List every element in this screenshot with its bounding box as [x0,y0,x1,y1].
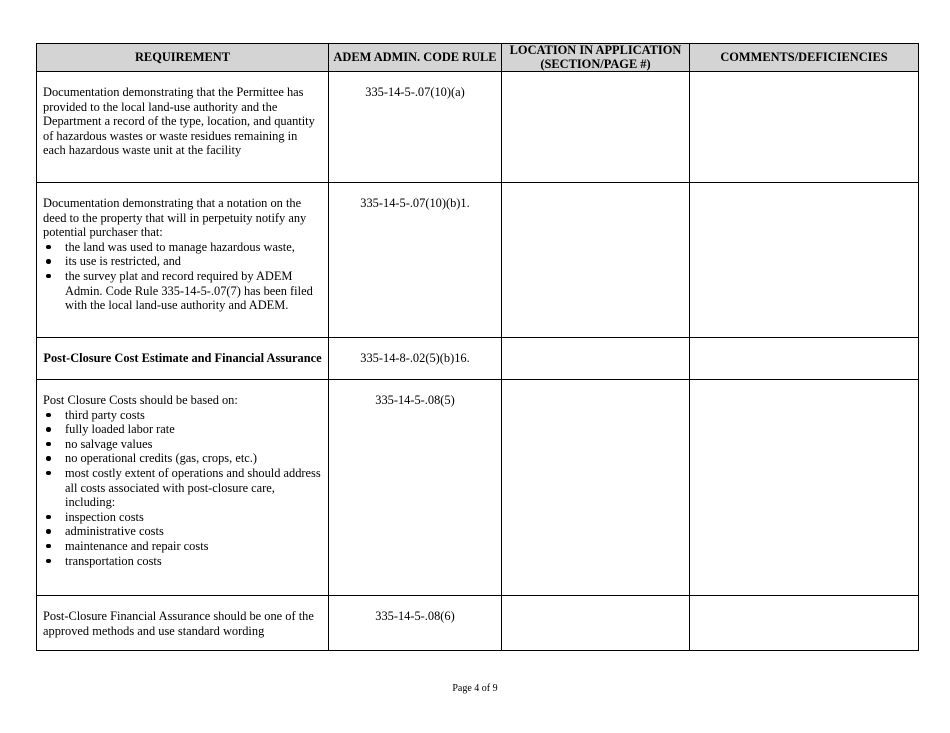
requirement-text: Documentation demonstrating that a notation on the deed to the property that will in perpetuity notify any potential purchaser that: [43,196,307,240]
requirement-cell [37,380,329,596]
location-cell [502,380,690,596]
rule-cell: 335-14-5-.07(10)(a) [329,72,502,183]
requirements-table [36,43,919,651]
header-location: LOCATION IN APPLICATION (SECTION/PAGE #) [502,44,690,72]
comments-cell [690,72,919,183]
comments-cell [690,338,919,380]
rule-cell: 335-14-8-.02(5)(b)16. [329,338,502,380]
bullet-item: the survey plat and record required by ADEM Admin. Code Rule 335-14-5-.07(7) has been filed with the local land-use authority and ADEM. [43,269,322,313]
comments-cell [690,596,919,651]
bullet-list [43,408,322,569]
header-comments: COMMENTS/DEFICIENCIES [690,44,919,72]
location-cell [502,596,690,651]
table-row [37,380,919,596]
bullet-item: fully loaded labor rate [43,422,322,437]
location-cell [502,183,690,338]
bullet-item: maintenance and repair costs [43,539,322,554]
comments-cell [690,380,919,596]
requirement-cell: Documentation demonstrating that the Permittee has provided to the local land-use authority and the Department a record of the type, location, and quantity of hazardous wastes or waste residues remaining in each hazardous waste unit at the facility [37,72,329,183]
header-row [37,44,919,72]
bullet-list [43,240,322,313]
requirement-cell [37,183,329,338]
rule-cell: 335-14-5-.08(6) [329,596,502,651]
bullet-item: inspection costs [43,510,322,525]
requirement-text: Post Closure Costs should be based on: [43,393,238,407]
table-row [37,338,919,380]
location-cell [502,72,690,183]
bullet-item: no operational credits (gas, crops, etc.) [43,451,322,466]
bullet-item: third party costs [43,408,322,423]
table-row [37,183,919,338]
header-requirement: REQUIREMENT [37,44,329,72]
bullet-item: administrative costs [43,524,322,539]
section-heading-cell: Post-Closure Cost Estimate and Financial Assurance [37,338,329,380]
requirement-cell: Post-Closure Financial Assurance should be one of the approved methods and use standard wording [37,596,329,651]
table-row [37,596,919,651]
bullet-item: no salvage values [43,437,322,452]
location-cell [502,338,690,380]
bullet-item: transportation costs [43,554,322,569]
rule-cell: 335-14-5-.07(10)(b)1. [329,183,502,338]
table-row [37,72,919,183]
comments-cell [690,183,919,338]
bullet-item: most costly extent of operations and should address all costs associated with post-closure care, including: [43,466,322,510]
page-number: Page 4 of 9 [452,683,498,694]
rule-cell: 335-14-5-.08(5) [329,380,502,596]
bullet-item: its use is restricted, and [43,254,322,269]
bullet-item: the land was used to manage hazardous waste, [43,240,322,255]
header-rule: ADEM ADMIN. CODE RULE [329,44,502,72]
